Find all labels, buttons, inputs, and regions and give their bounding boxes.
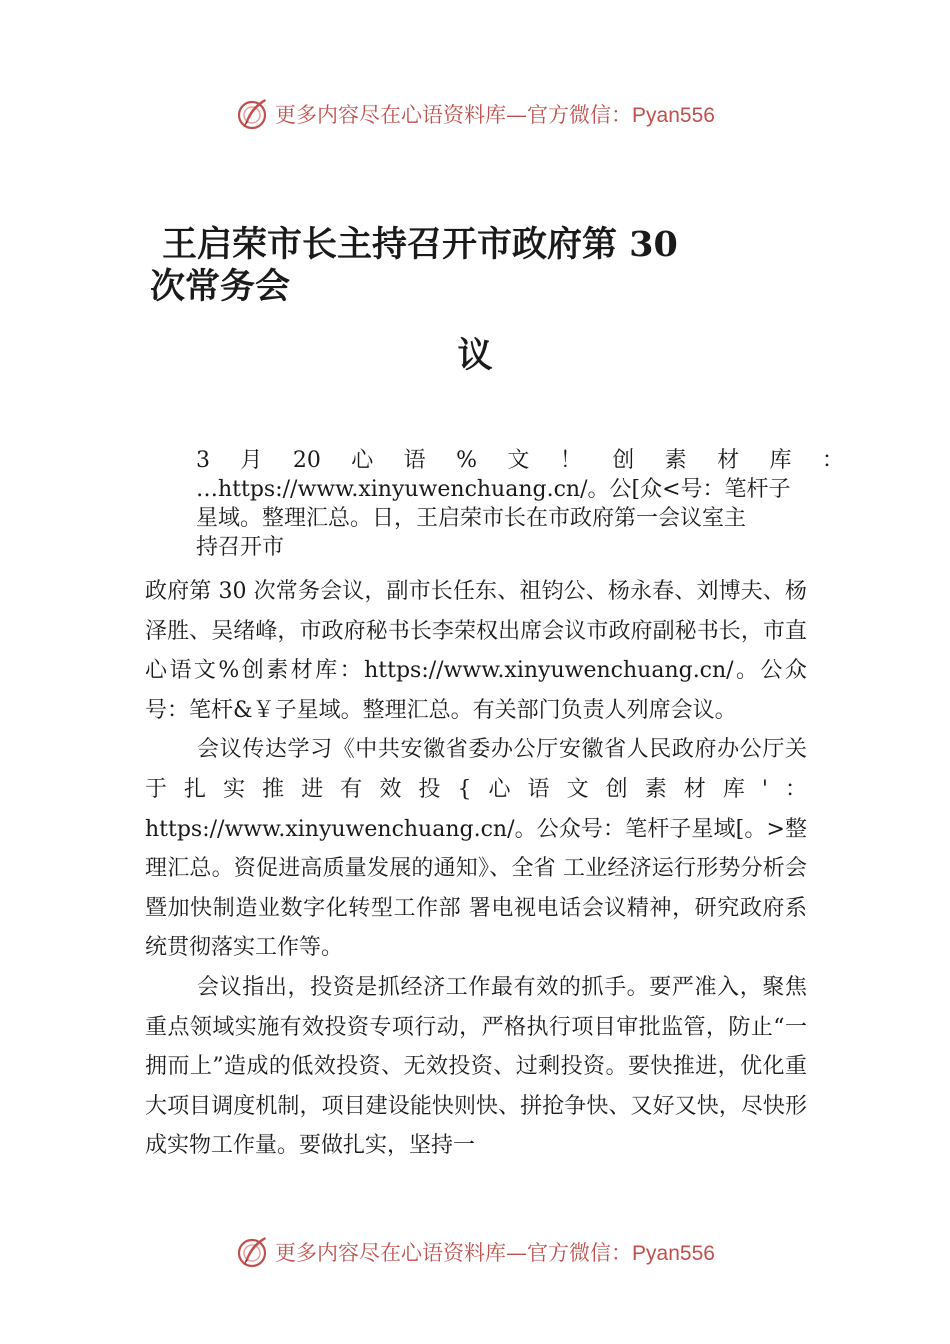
intro-spread-token: 月 [240,448,263,473]
intro-spread-token: 创 [612,448,635,473]
intro-spread-token: 文 [507,448,530,473]
body-paragraph: 政府第 30 次常务会议，副市长任东、祖钧公、杨永春、刘博夫、杨泽胜、吴绪峰，市政府秘书长李荣权出席会议市政府副秘书长，市直心语文%创素材库：https://www.xinyuwenchuang.cn/。公众号：笔杆&￥子星域。整理汇总。有关部门负责人列席会议。 [145,579,807,723]
document-body [145,572,807,1166]
intro-spread-token: 素 [664,448,687,473]
intro-spread-token: ： [821,448,844,473]
intro-spread-token: 材 [717,448,740,473]
intro-spread-token: 心 [351,448,374,473]
intro-spread-token: % [456,448,477,473]
body-paragraph: 会议指出，投资是抓经济工作最有效的抓手。要严准入，聚焦重点领域实施有效投资专项行动，严格执行项目审批监管，防止“一拥而上”造成的低效投资、无效投资、过剩投资。要快推进，优化重大项目调度机制，项目建设能快则快、拼抢争快、又好又快，尽快形成实物工作量。要做扎实，坚持一 [145,974,807,1159]
body-paragraph: 会议传达学习《中共安徽省委办公厅安徽省人民政府办公厅关于扎实推进有效投{心语文创素材库'：https://www.xinyuwenchuang.cn/。公众号：笔杆子星域[。>整理汇总。资促进高质量发展的通知》、全省 工业经济运行形势分析会暨加快制造业数字化转型工作部 署电视电话会议精神，研究政府系统贯彻落实工作等。 [145,737,807,961]
intro-spread-token: 20 [292,448,321,473]
intro-line: …https://www.xinyuwenchuang.cn/。公[众<号：笔杆子 [196,477,791,502]
intro-spread-line [196,446,844,475]
banner-text: 更多内容尽在心语资料库—官方微信： [275,1241,633,1265]
intro-block [196,446,844,562]
intro-spread-token: 语 [403,448,426,473]
intro-spread-token: ！ [559,448,582,473]
header-banner [0,92,950,136]
quill-logo-icon [235,97,269,131]
banner-text: 更多内容尽在心语资料库—官方微信： [275,103,633,127]
document-title [150,224,710,308]
banner-account: Pyan556 [632,1242,715,1265]
title-line-2: 次常务会 [150,266,291,307]
title-line-3: 议 [457,335,493,376]
intro-spread-token: 库 [769,448,792,473]
intro-spread-token: 3 [196,448,210,473]
intro-line: 持召开市 [196,535,285,560]
intro-line: 星域。整理汇总。日，王启荣市长在市政府第一会议室主 [196,506,747,531]
footer-banner [0,1230,950,1274]
quill-logo-icon [235,1235,269,1269]
title-line-1: 王启荣市长主持召开市政府第 30 [162,224,678,265]
banner-account: Pyan556 [632,104,715,127]
